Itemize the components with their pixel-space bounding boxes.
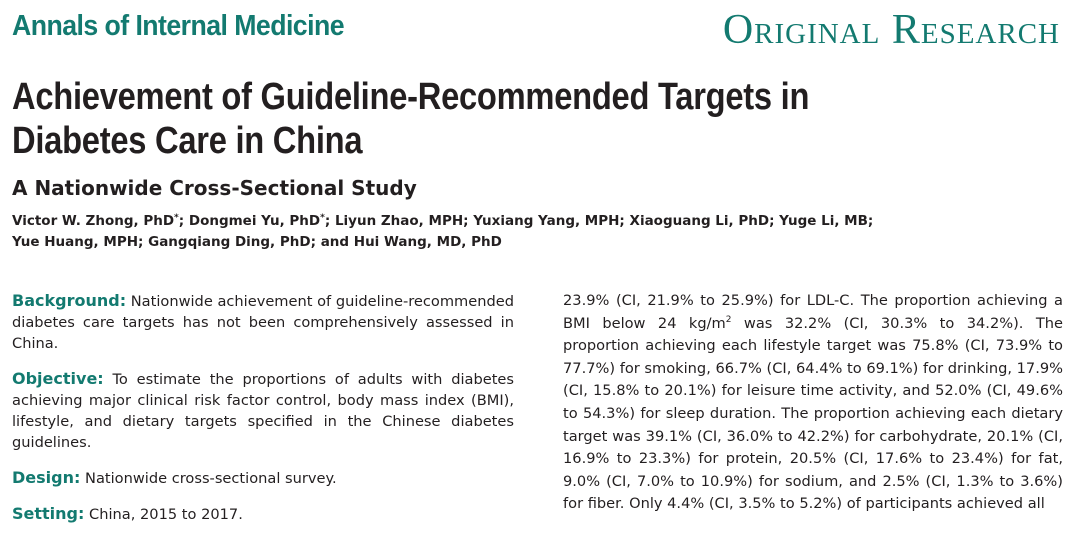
setting-label: Setting: (12, 504, 85, 523)
journal-name: Annals of Internal Medicine (12, 10, 344, 42)
design-label: Design: (12, 468, 81, 487)
results-text-b: was 32.2% (CI, 30.3% to 34.2%). The proportion achieving each lifestyle target was 75.8% (CI, 73.9% to 77.7%) for smoking, 66.7% (CI, 64.4% to 69.1%) for drinking, 17.9% (CI, 15.8% to 20.1%) for leisure time activity, and 52.0% (CI, 49.6% to 54.3%) for sleep duration. The proportion achieving each dietary target was 39.1% (CI, 36.0% to 42.2%) for carbohydrate, 20.1% (CI, 16.9% to 23.3%) for protein, 20.5% (CI, 17.6% to 23.4%) for fat, 9.0% (CI, 7.0% to 10.9%) for sodium, and 2.5% (CI, 1.3% to 3.6%) for fiber. Only 4.4% (CI, 3.5% to 5.2%) of participants achieved all (563, 314, 1063, 513)
author-list-rest: ; Liyun Zhao, MPH; Yuxiang Yang, MPH; Xiaoguang Li, PhD; Yuge Li, MB; (324, 213, 874, 229)
abstract-results (563, 290, 1063, 516)
results-text-a: 23.9% (CI, 21.9% to 25.9%) for LDL-C. The proportion achieving a BMI below 24 kg/m (563, 292, 1063, 332)
abstract-left-column (12, 290, 514, 539)
article-subtitle: A Nationwide Cross-Sectional Study (12, 176, 417, 200)
equal-contribution-mark: * (320, 213, 325, 223)
author-yu: ; Dongmei Yu, PhD (178, 213, 321, 229)
background-text: Nationwide achievement of guideline-recommended diabetes care targets has not been comprehensively assessed in China. (12, 293, 515, 352)
objective-text: To estimate the proportions of adults with diabetes achieving major clinical risk factor control, body mass index (BMI), lifestyle, and dietary targets specified in the Chinese diabetes guidelines. (12, 371, 514, 451)
background-label: Background: (12, 291, 127, 310)
abstract-objective (12, 368, 514, 453)
abstract-design (12, 467, 514, 489)
abstract-background (12, 290, 514, 354)
objective-label: Objective: (12, 369, 104, 388)
setting-text: China, 2015 to 2017. (89, 506, 243, 523)
article-type-label: Original Research (722, 7, 1060, 53)
author-line-2: Yue Huang, MPH; Gangqiang Ding, PhD; and Hui Wang, MD, PhD (12, 234, 502, 250)
abstract-right-column (563, 290, 1063, 516)
design-text: Nationwide cross-sectional survey. (85, 470, 337, 487)
author-line-1 (12, 213, 873, 229)
author-zhong: Victor W. Zhong, PhD (12, 213, 175, 229)
bmi-unit-superscript: 2 (725, 314, 732, 325)
abstract-setting (12, 503, 514, 525)
author-list (12, 211, 1072, 253)
article-title: Achievement of Guideline-Recommended Targets in Diabetes Care in China (12, 76, 810, 162)
equal-contribution-mark: * (174, 213, 179, 223)
